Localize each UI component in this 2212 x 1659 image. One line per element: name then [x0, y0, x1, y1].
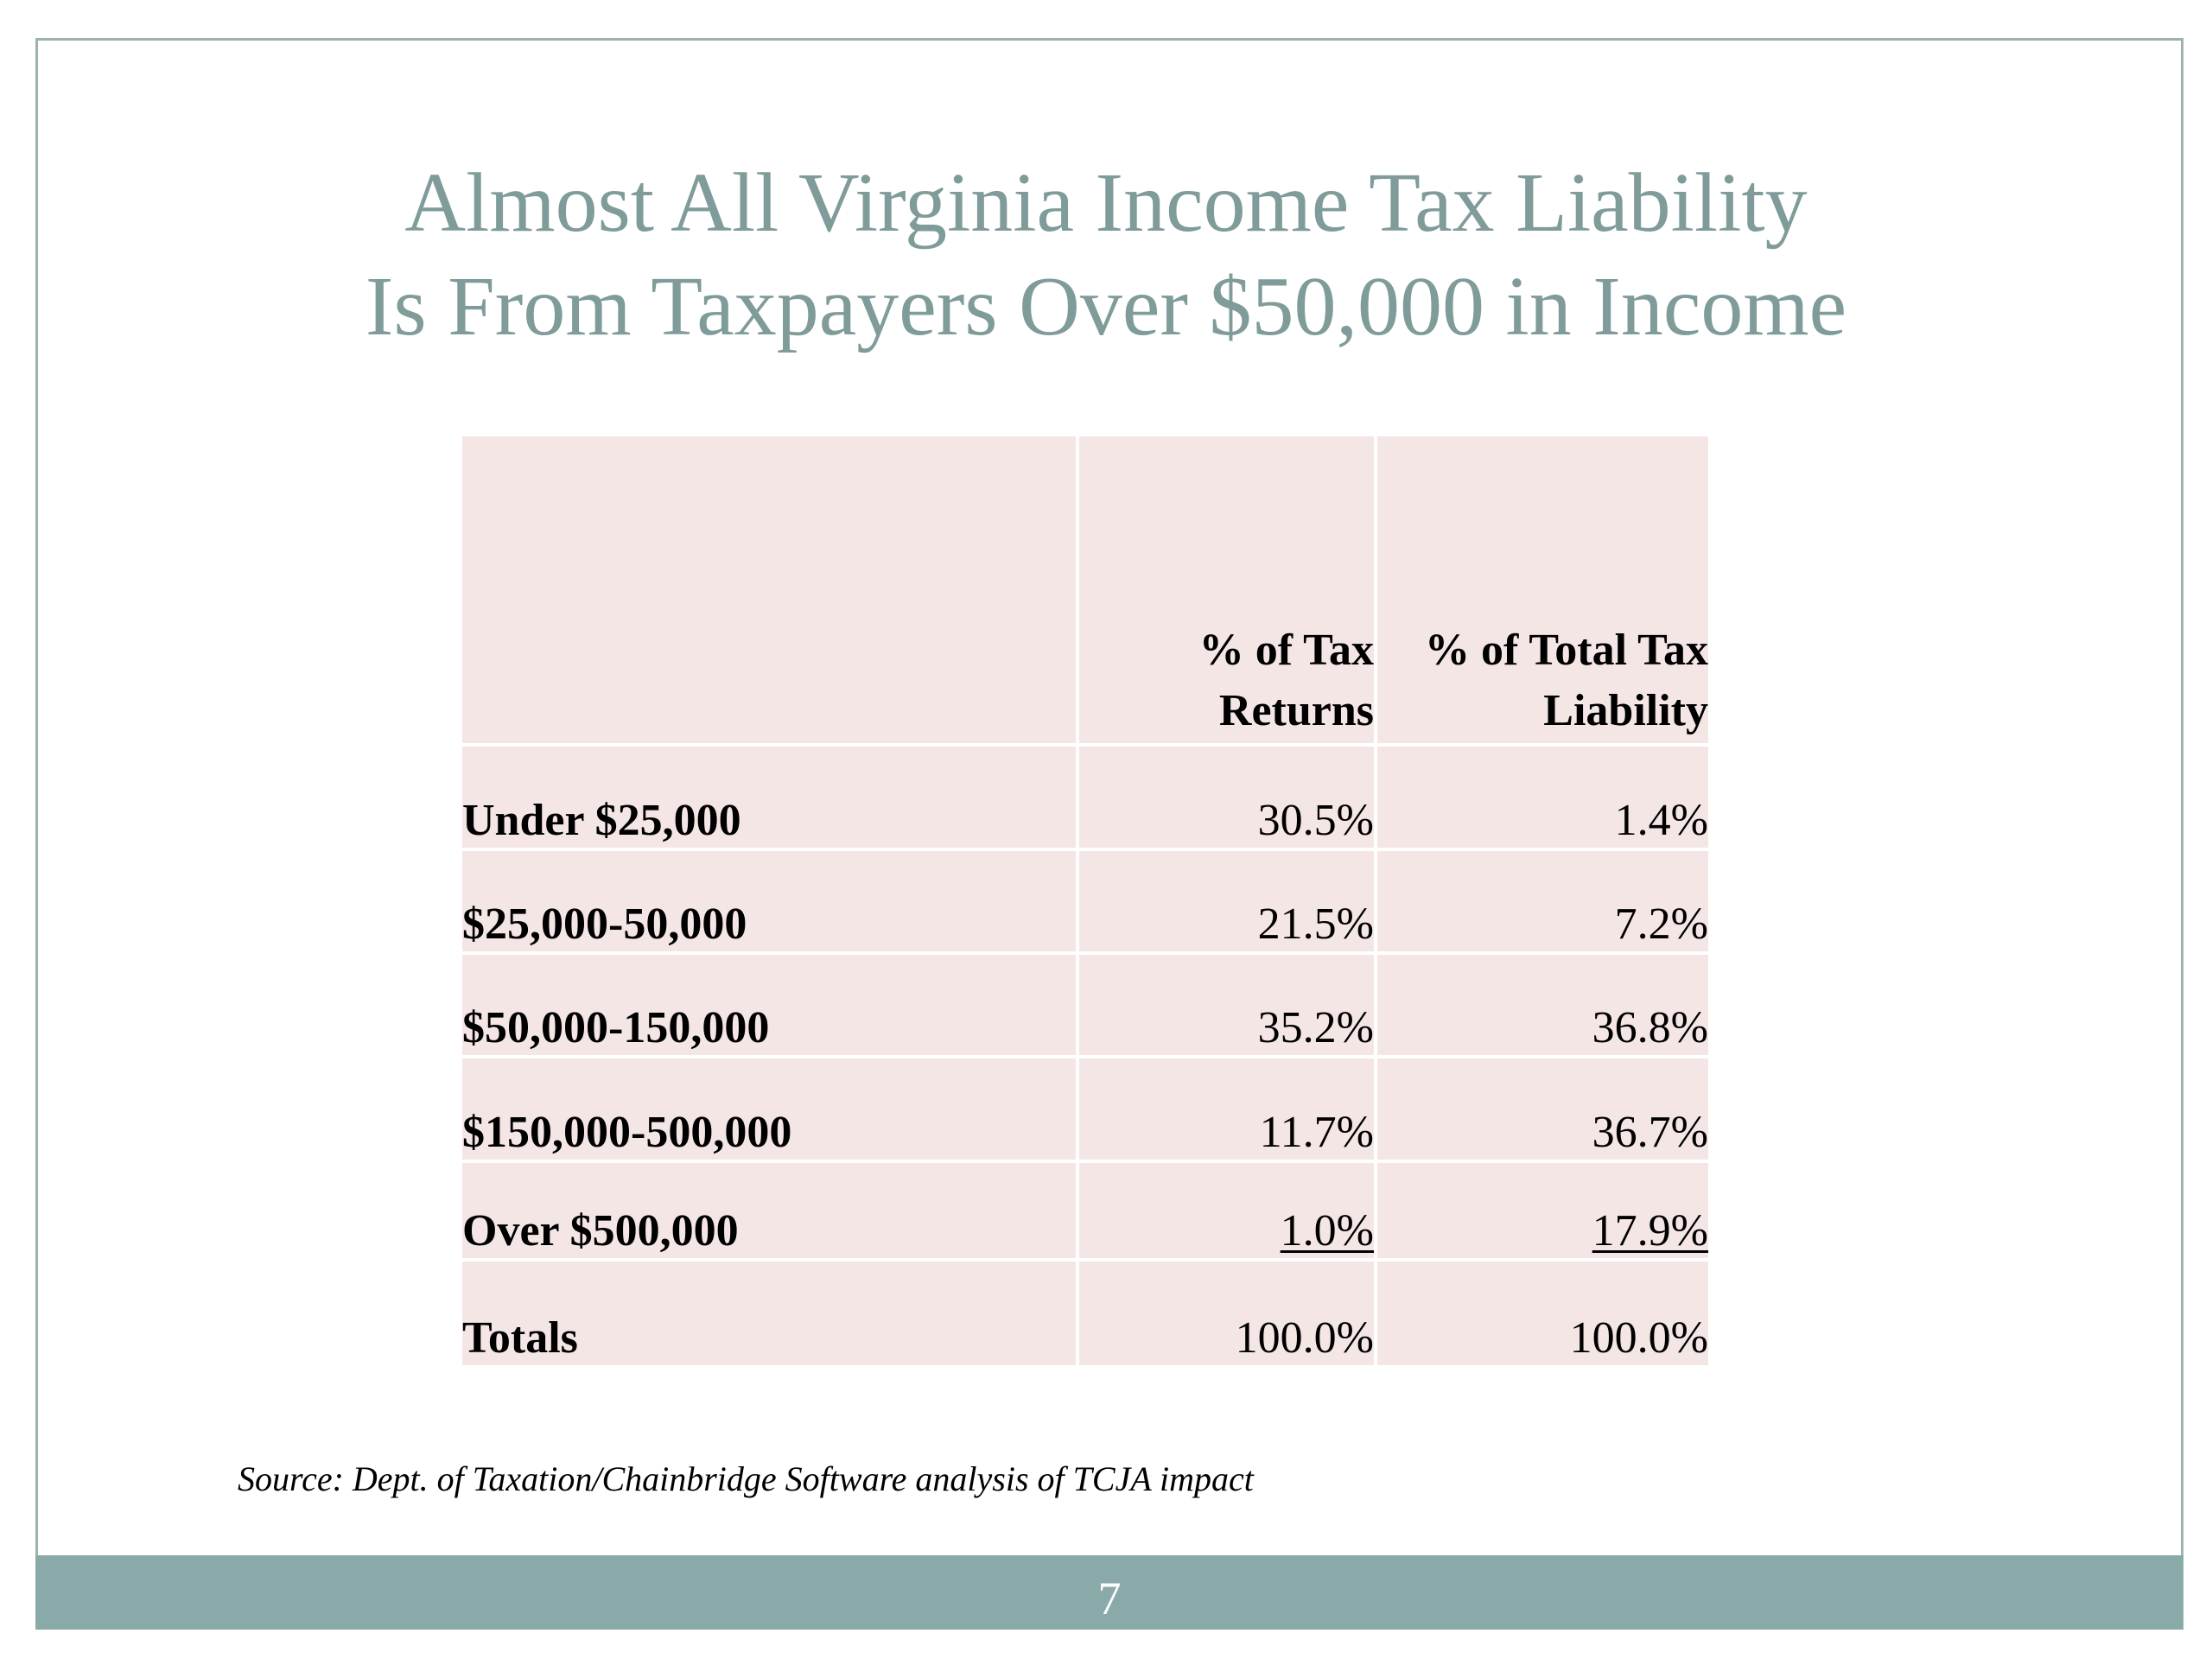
table-row-bracket: $25,000-50,000: [462, 851, 1076, 951]
title-line-1: Almost All Virginia Income Tax Liability: [404, 156, 1808, 250]
page-number: 7: [1097, 1573, 1122, 1624]
table-row-returns: 11.7%: [1079, 1058, 1374, 1160]
totals-row-returns: 100.0%: [1079, 1262, 1374, 1365]
table-row-bracket: Over $500,000: [462, 1163, 1076, 1258]
table-row-liability: 7.2%: [1377, 851, 1708, 951]
table-row-bracket: $150,000-500,000: [462, 1058, 1076, 1160]
totals-row-liability: 100.0%: [1377, 1262, 1708, 1365]
table-row-liability: 36.7%: [1377, 1058, 1708, 1160]
table-row-bracket: Under $25,000: [462, 747, 1076, 848]
table-row-bracket: $50,000-150,000: [462, 955, 1076, 1055]
header-returns-line-1: % of Tax: [1198, 626, 1374, 675]
header-cell-returns: [1079, 436, 1374, 743]
table-row-liability: 17.9%: [1377, 1163, 1708, 1258]
table-row-returns: 30.5%: [1079, 747, 1374, 848]
totals-row-bracket: Totals: [462, 1262, 1076, 1365]
table-row-returns: 21.5%: [1079, 851, 1374, 951]
table-row-liability: 36.8%: [1377, 955, 1708, 1055]
slide-title: [0, 151, 2212, 359]
header-returns-line-2: Returns: [1218, 686, 1374, 735]
header-cell-bracket: [462, 436, 1076, 743]
footer-bar: [35, 1555, 2183, 1630]
table-row-liability: 1.4%: [1377, 747, 1708, 848]
tax-liability-table: [462, 436, 1708, 1365]
table-row-returns: 1.0%: [1079, 1163, 1374, 1258]
header-liability-line-2: Liability: [1543, 686, 1708, 735]
source-note: Source: Dept. of Taxation/Chainbridge Software analysis of TCJA impact: [238, 1459, 1254, 1498]
header-cell-liability: [1377, 436, 1708, 743]
header-liability-line-1: % of Total Tax: [1424, 626, 1708, 675]
title-line-2: Is From Taxpayers Over $50,000 in Income: [365, 260, 1847, 353]
table-row-returns: 35.2%: [1079, 955, 1374, 1055]
